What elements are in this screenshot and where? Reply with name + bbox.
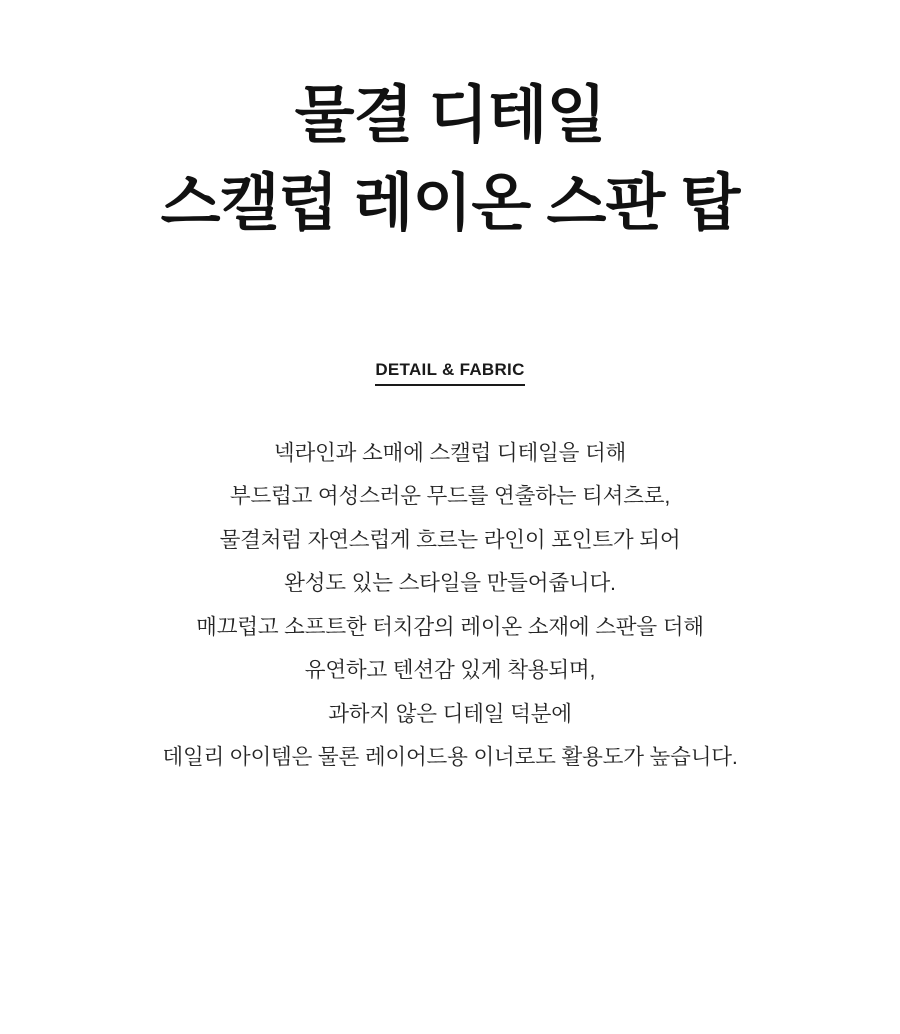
- description-line: 데일리 아이템은 물론 레이어드용 이너로도 활용도가 높습니다.: [162, 745, 738, 770]
- page-title-line-1: 물결 디테일: [294, 81, 606, 150]
- description-line: 매끄럽고 소프트한 터치감의 레이온 소재에 스판을 더해: [196, 614, 704, 639]
- section-heading-detail-fabric: DETAIL & FABRIC: [375, 360, 524, 386]
- page-title-line-2: 스캘럽 레이온 스판 탑: [160, 169, 740, 239]
- section-heading-container: [0, 360, 900, 386]
- description-line: 부드럽고 여성스러운 무드를 연출하는 티셔츠로,: [229, 484, 671, 509]
- description-body: [0, 432, 900, 779]
- description-line: 과하지 않은 디테일 덕분에: [328, 701, 572, 726]
- description-line: 넥라인과 소매에 스캘럽 디테일을 더해: [273, 441, 627, 466]
- description-line: 완성도 있는 스타일을 만들어줍니다.: [284, 571, 616, 596]
- page-title: [0, 0, 900, 248]
- description-line: 물결처럼 자연스럽게 흐르는 라인이 포인트가 되어: [219, 527, 681, 552]
- description-line: 유연하고 텐션감 있게 착용되며,: [304, 658, 596, 683]
